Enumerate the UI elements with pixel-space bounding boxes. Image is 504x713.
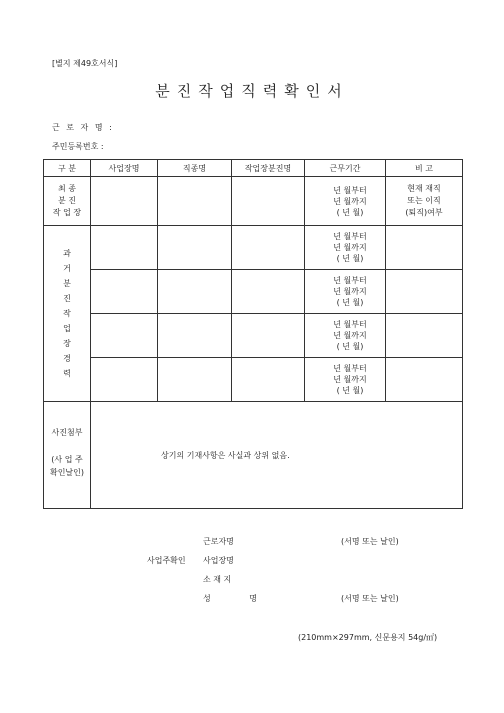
dust-field[interactable] <box>232 314 305 358</box>
table-row-current <box>44 177 463 226</box>
company-name-label: 사업장명 <box>203 556 234 565</box>
remark-field[interactable] <box>386 226 463 270</box>
header-period: 근무기간 <box>305 160 386 177</box>
table-header-row <box>44 160 463 177</box>
worker-name-label: 근 로 자 명 : <box>52 123 114 132</box>
category-current: 최 종 분 진 작 업 장 <box>44 177 91 226</box>
job-field[interactable] <box>158 177 232 226</box>
confirmation-text: 상기의 기재사항은 사실과 상위 없음. <box>91 402 463 509</box>
company-field[interactable] <box>91 358 158 402</box>
dust-field[interactable] <box>232 270 305 314</box>
document-title: 분진작업직력확인서 <box>155 82 349 100</box>
remark-field[interactable] <box>386 358 463 402</box>
header-category: 구 분 <box>44 160 91 177</box>
company-field[interactable] <box>91 314 158 358</box>
header-company: 사업장명 <box>91 160 158 177</box>
job-field[interactable] <box>158 270 232 314</box>
employer-confirm-label: 사업주확인 <box>147 556 186 565</box>
employer-name-label: 성 명 <box>203 594 275 603</box>
dust-field[interactable] <box>232 226 305 270</box>
header-job: 직종명 <box>158 160 232 177</box>
employer-sign-note: (서명 또는 날인) <box>341 594 399 603</box>
header-remark: 비 고 <box>386 160 463 177</box>
paper-spec: (210mm×297mm, 신문용지 54g/㎡) <box>298 633 438 642</box>
worker-sign-note: (서명 또는 날인) <box>341 537 399 546</box>
company-field[interactable] <box>91 226 158 270</box>
period-field[interactable]: 년 월부터 년 월까지 ( 년 월) <box>305 314 386 358</box>
category-past: 과 거 분 진 작 업 장 경 력 <box>44 226 91 402</box>
job-field[interactable] <box>158 358 232 402</box>
remark-current: 현재 재직 또는 이직 (퇴직)여부 <box>386 177 463 226</box>
period-field[interactable]: 년 월부터 년 월까지 ( 년 월) <box>305 270 386 314</box>
dust-field[interactable] <box>232 358 305 402</box>
period-field[interactable]: 년 월부터 년 월까지 ( 년 월) <box>305 177 386 226</box>
table-row-past <box>44 270 463 314</box>
company-field[interactable] <box>91 177 158 226</box>
signature-row <box>44 402 463 509</box>
company-field[interactable] <box>91 270 158 314</box>
job-field[interactable] <box>158 226 232 270</box>
worker-name-bottom-label: 근로자명 <box>203 537 234 546</box>
header-dust: 작업장분진명 <box>232 160 305 177</box>
table-row-past <box>44 226 463 270</box>
table-row-past <box>44 358 463 402</box>
resident-number-label: 주민등록번호 : <box>52 142 104 151</box>
dust-field[interactable] <box>232 177 305 226</box>
photo-attach-box[interactable]: 사진첨부 (사 업 주 확인날인) <box>44 402 91 509</box>
table-row-past <box>44 314 463 358</box>
period-field[interactable]: 년 월부터 년 월까지 ( 년 월) <box>305 226 386 270</box>
address-label: 소 재 지 <box>203 575 232 584</box>
job-field[interactable] <box>158 314 232 358</box>
career-table <box>43 159 463 509</box>
remark-field[interactable] <box>386 270 463 314</box>
remark-field[interactable] <box>386 314 463 358</box>
period-field[interactable]: 년 월부터 년 월까지 ( 년 월) <box>305 358 386 402</box>
form-number: [별지 제49호서식] <box>52 59 118 68</box>
